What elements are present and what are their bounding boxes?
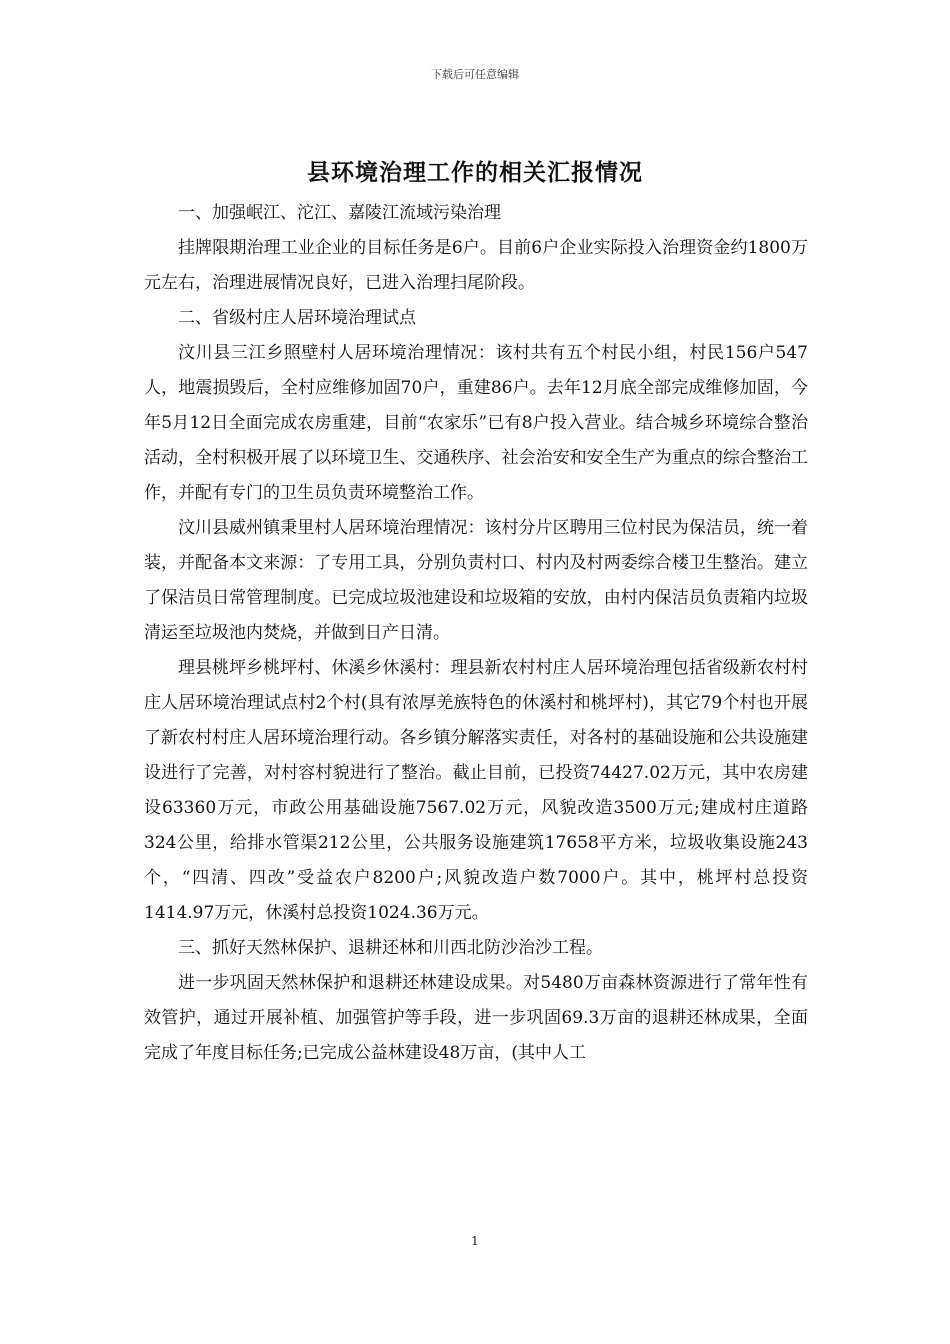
header-note: 下载后可任意编辑 bbox=[431, 68, 519, 81]
paragraph: 汶川县三江乡照壁村人居环境治理情况：该村共有五个村民小组，村民156户547人，地震损毁后，全村应维修加固70户，重建86户。去年12月底全部完成维修加固，今年5月12日全面完成农房重建，目前“农家乐”已有8户投入营业。结合城乡环境综合整治活动，全村积极开展了以环境卫生、交通秩序、社会治安和安全生产为重点的综合整治工作，并配有专门的卫生员负责环境整治工作。 bbox=[144, 343, 808, 503]
section-heading-3: 三、抓好天然林保护、退耕还林和川西北防沙治沙工程。 bbox=[178, 938, 603, 958]
page-title: 县环境治理工作的相关汇报情况 bbox=[307, 160, 643, 186]
paragraph: 理县桃坪乡桃坪村、休溪乡休溪村：理县新农村村庄人居环境治理包括省级新农村村庄人居环境治理试点村2个村(具有浓厚羌族特色的休溪村和桃坪村)，其它79个村也开展了新农村村庄人居环境治理行动。各乡镇分解落实责任，对各村的基础设施和公共设施建设进行了完善，对村容村貌进行了整治。截止目前，已投资74427.02万元，其中农房建设63360万元，市政公用基础设施7567.02万元，风貌改造3500万元;建成村庄道路324公里，给排水管渠212公里，公共服务设施建筑17658平方米，垃圾收集设施243个，“四清、四改”受益农户8200户;风貌改造户数7000户。其中，桃坪村总投资1414.97万元，休溪村总投资1024.36万元。 bbox=[144, 658, 808, 923]
document-body bbox=[144, 196, 808, 1071]
paragraph: 挂牌限期治理工业企业的目标任务是6户。目前6户企业实际投入治理资金约1800万元左右，治理进展情况良好，已进入治理扫尾阶段。 bbox=[144, 238, 808, 293]
paragraph: 汶川县威州镇秉里村人居环境治理情况：该村分片区聘用三位村民为保洁员，统一着装，并配备本文来源：了专用工具，分别负责村口、村内及村两委综合楼卫生整治。建立了保洁员日常管理制度。已完成垃圾池建设和垃圾箱的安放，由村内保洁员负责箱内垃圾清运至垃圾池内焚烧，并做到日产日清。 bbox=[144, 518, 808, 643]
page-number: 1 bbox=[471, 1234, 479, 1248]
section-heading-1: 一、加强岷江、沱江、嘉陵江流域污染治理 bbox=[178, 203, 501, 223]
section-heading-2: 二、省级村庄人居环境治理试点 bbox=[178, 308, 416, 328]
paragraph: 进一步巩固天然林保护和退耕还林建设成果。对5480万亩森林资源进行了常年性有效管护，通过开展补植、加强管护等手段，进一步巩固69.3万亩的退耕还林成果，全面完成了年度目标任务;已完成公益林建设48万亩，(其中人工 bbox=[144, 973, 808, 1063]
